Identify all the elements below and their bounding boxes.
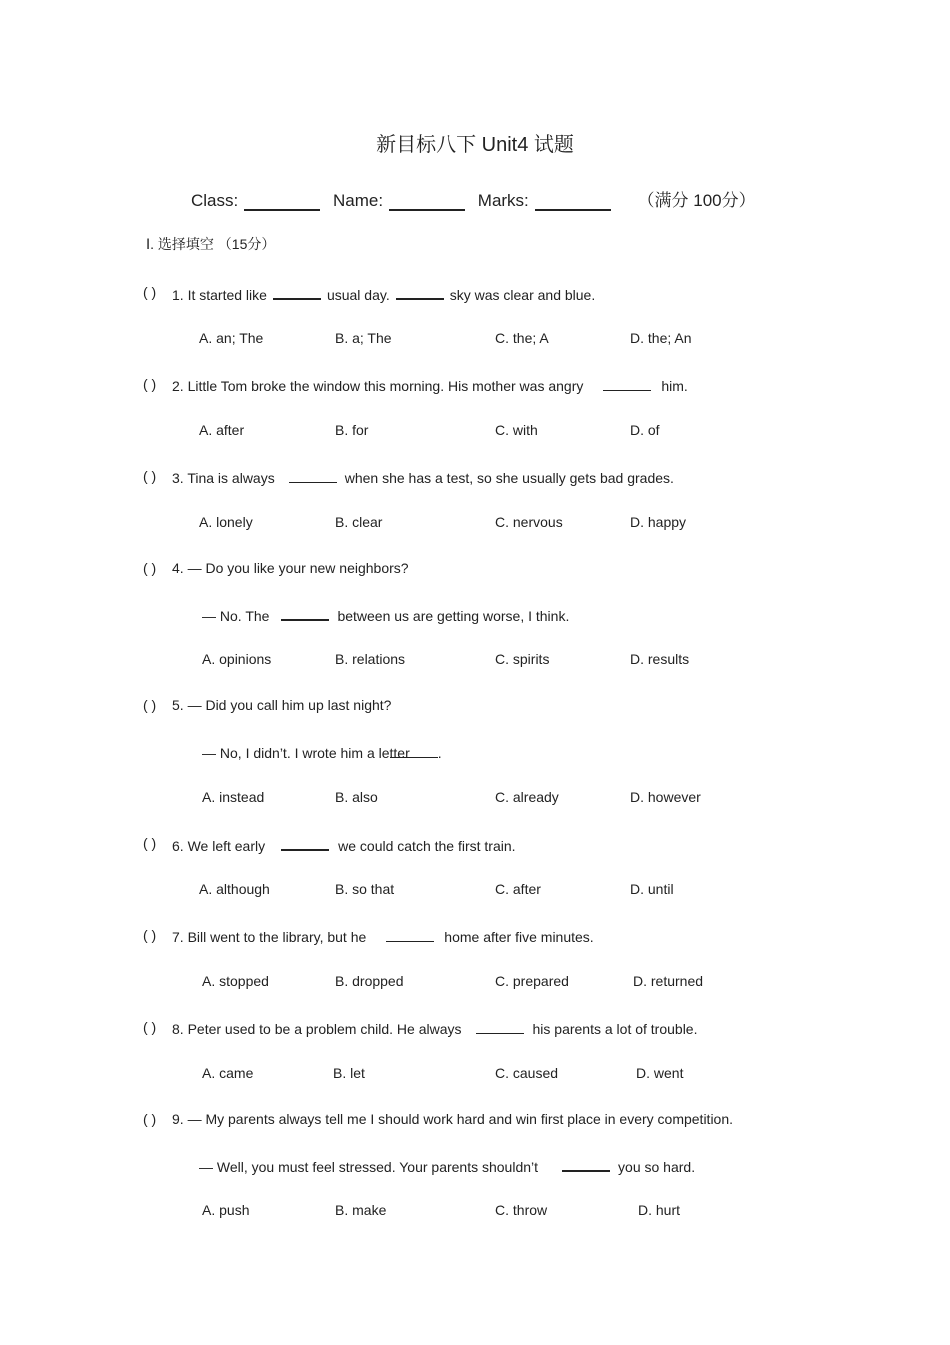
option-c[interactable]: C. already <box>495 789 559 805</box>
fill-blank[interactable] <box>476 1019 524 1034</box>
fill-blank[interactable] <box>273 284 321 300</box>
option-c[interactable]: C. with <box>495 422 538 438</box>
option-a[interactable]: A. an; The <box>199 330 264 346</box>
option-b[interactable]: B. relations <box>335 651 406 667</box>
answer-paren[interactable]: ( ) <box>143 1019 157 1035</box>
option-b[interactable]: B. for <box>335 422 369 438</box>
answer-paren[interactable]: ( ) <box>143 835 157 851</box>
answer-paren[interactable]: ( ) <box>143 927 157 943</box>
option-d[interactable]: D. hurt <box>638 1202 681 1218</box>
option-a[interactable]: A. after <box>199 422 245 438</box>
marks-blank[interactable] <box>535 191 611 211</box>
name-label: Name: <box>332 191 384 210</box>
option-a[interactable]: A. lonely <box>199 514 253 530</box>
option-a[interactable]: A. came <box>202 1065 254 1081</box>
option-c[interactable]: C. caused <box>495 1065 559 1081</box>
fill-blank[interactable] <box>386 927 434 942</box>
student-info-line <box>191 186 756 211</box>
option-a[interactable]: A. stopped <box>202 973 269 989</box>
section-title: Ⅰ. 选择填空 （15分） <box>146 236 276 252</box>
option-d[interactable]: D. happy <box>630 514 687 530</box>
option-b[interactable]: B. make <box>335 1202 387 1218</box>
option-b[interactable]: B. also <box>335 789 378 805</box>
answer-paren[interactable]: ( ) <box>143 468 157 484</box>
option-b[interactable]: B. a; The <box>335 330 392 346</box>
option-a[interactable]: A. opinions <box>202 651 272 667</box>
option-b[interactable]: B. let <box>333 1065 365 1081</box>
answer-paren[interactable]: ( ) <box>143 560 157 576</box>
fill-blank[interactable] <box>281 605 329 621</box>
answer-paren[interactable]: ( ) <box>143 284 157 300</box>
option-d[interactable]: D. however <box>630 789 701 805</box>
option-b[interactable]: B. dropped <box>335 973 404 989</box>
answer-paren[interactable]: ( ) <box>143 697 157 713</box>
fill-blank[interactable] <box>396 284 444 300</box>
option-d[interactable]: D. results <box>630 651 690 667</box>
answer-paren[interactable]: ( ) <box>143 376 157 392</box>
fill-blank[interactable] <box>390 743 438 758</box>
option-d[interactable]: D. until <box>630 881 674 897</box>
fill-blank[interactable] <box>281 835 329 851</box>
option-c[interactable]: C. throw <box>495 1202 548 1218</box>
option-d[interactable]: D. returned <box>633 973 704 989</box>
option-b[interactable]: B. so that <box>335 881 395 897</box>
class-label: Class: <box>191 191 239 210</box>
fill-blank[interactable] <box>562 1156 610 1172</box>
option-a[interactable]: A. push <box>202 1202 250 1218</box>
option-a[interactable]: A. instead <box>202 789 265 805</box>
page-title: 新目标八下 Unit4 试题 <box>376 134 574 156</box>
option-d[interactable]: D. of <box>630 422 660 438</box>
option-b[interactable]: B. clear <box>335 514 383 530</box>
marks-label: Marks: <box>477 191 529 210</box>
option-c[interactable]: C. nervous <box>495 514 563 530</box>
option-c[interactable]: C. the; A <box>495 330 549 346</box>
option-c[interactable]: C. after <box>495 881 541 897</box>
option-c[interactable]: C. prepared <box>495 973 569 989</box>
full-score: （满分 100分） <box>637 191 756 210</box>
option-a[interactable]: A. although <box>199 881 270 897</box>
fill-blank[interactable] <box>289 468 337 483</box>
name-blank[interactable] <box>389 191 465 211</box>
option-d[interactable]: D. went <box>636 1065 684 1081</box>
option-d[interactable]: D. the; An <box>630 330 692 346</box>
answer-paren[interactable]: ( ) <box>143 1111 157 1127</box>
option-c[interactable]: C. spirits <box>495 651 550 667</box>
fill-blank[interactable] <box>603 376 651 391</box>
class-blank[interactable] <box>244 191 320 211</box>
